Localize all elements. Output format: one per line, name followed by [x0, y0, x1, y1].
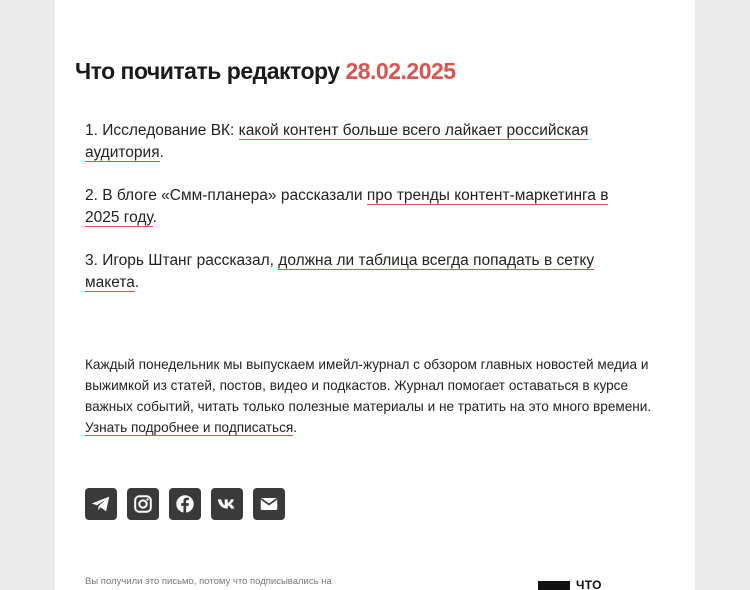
vk-icon[interactable] — [211, 488, 243, 520]
telegram-icon[interactable] — [85, 488, 117, 520]
list-item — [85, 120, 645, 164]
article-link[interactable]: какой контент больше всего лайкает российская аудитория — [85, 122, 589, 161]
item-prefix: 3. Игорь Штанг рассказал, — [85, 252, 279, 269]
item-suffix: . — [152, 209, 157, 226]
item-prefix: 1. Исследование ВК: — [85, 122, 239, 139]
newsletter-description — [85, 354, 670, 438]
item-prefix: 2. В блоге «Смм-планера» рассказали — [85, 187, 367, 204]
facebook-icon[interactable] — [169, 488, 201, 520]
logo-bar — [538, 581, 570, 590]
page-title — [75, 58, 456, 85]
subscribe-link[interactable]: Узнать подробнее и подписаться — [85, 420, 294, 435]
title-text: Что почитать редактору — [75, 58, 340, 84]
email-icon[interactable] — [253, 488, 285, 520]
item-suffix: . — [159, 144, 164, 161]
email-card — [55, 0, 695, 590]
logo-text: ЧТО — [576, 578, 602, 590]
intro-text: Каждый понедельник мы выпускаем имейл-журнал с обзором главных новостей медиа и выжимкой из статей, постов, видео и подкастов. Журнал помогает оставаться в курсе важных событий, читать только полезные материалы и не тратить на это много времени. — [85, 357, 652, 414]
list-item — [85, 250, 645, 294]
instagram-icon[interactable] — [127, 488, 159, 520]
article-link[interactable]: должна ли таблица всегда попадать в сетку макета — [85, 252, 595, 291]
article-link[interactable]: про тренды контент-маркетинга в 2025 году — [85, 187, 609, 226]
item-suffix: . — [134, 274, 140, 291]
intro-suffix: . — [293, 420, 298, 435]
footer-note: Вы получили это письмо, потому что подписывались на — [85, 576, 332, 587]
logo — [538, 578, 602, 590]
list-item — [85, 185, 645, 229]
social-links — [85, 488, 285, 520]
reading-list — [85, 120, 645, 315]
title-date: 28.02.2025 — [345, 58, 456, 84]
